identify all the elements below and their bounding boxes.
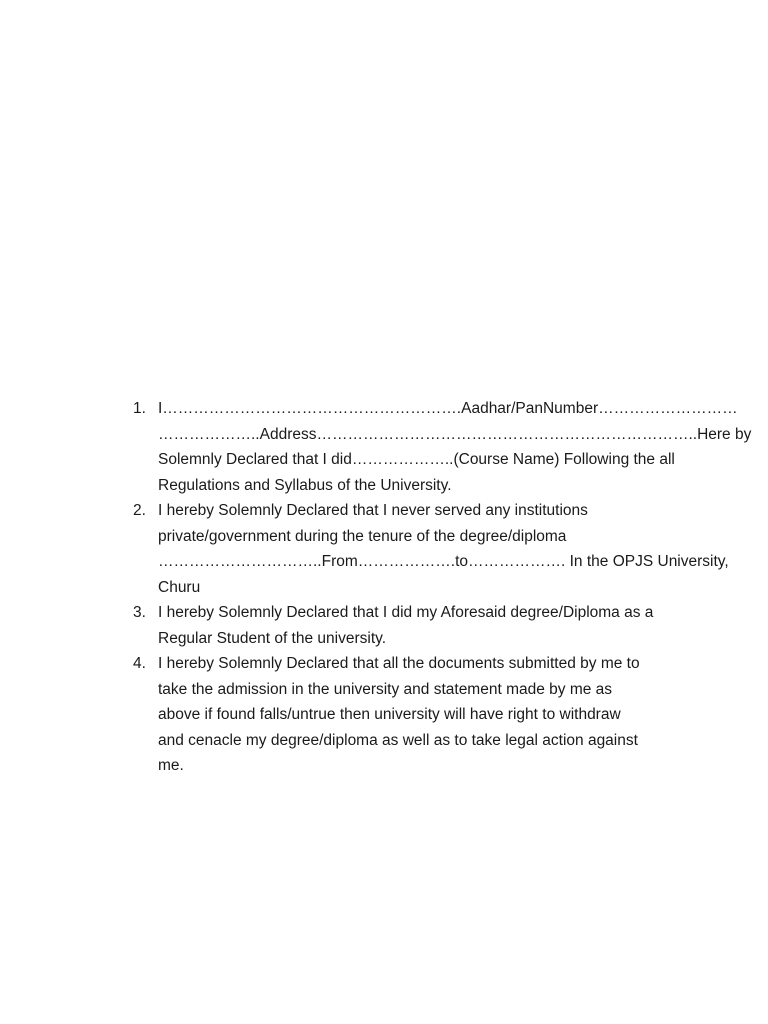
text-line: private/government during the tenure of the degree/diploma [158, 527, 567, 545]
text-line: above if found falls/untrue then university will have right to withdraw [158, 706, 621, 723]
item-number: 2. [133, 502, 146, 519]
declaration-item-3 [133, 600, 693, 651]
text-line: …………………………..From……………….to………………. In the OPJS University, [158, 553, 729, 570]
text-line: and cenacle my degree/diploma as well as to take legal action against [158, 731, 638, 749]
item-text [158, 498, 729, 600]
text-line: Churu [158, 578, 201, 596]
item-number: 4. [133, 655, 146, 672]
declaration-list [133, 396, 752, 779]
text-line: Solemnly Declared that I did………………..(Course Name) Following the all [158, 451, 675, 468]
text-line: Regular Student of the university. [158, 629, 387, 647]
declaration-item-2 [133, 498, 729, 600]
item-text [158, 651, 693, 779]
text-line: Regulations and Syllabus of the University. [158, 476, 452, 494]
item-text [158, 600, 693, 651]
text-line: I hereby Solemnly Declared that I never served any institutions [158, 502, 588, 519]
declaration-item-1 [133, 396, 752, 498]
text-line: I hereby Solemnly Declared that all the documents submitted by me to [158, 655, 640, 672]
declaration-item-4 [133, 651, 693, 779]
item-number: 3. [133, 604, 146, 621]
item-number: 1. [133, 400, 146, 417]
text-line: take the admission in the university and statement made by me as [158, 680, 613, 698]
text-line: me. [158, 757, 184, 774]
text-line: I hereby Solemnly Declared that I did my Aforesaid degree/Diploma as a [158, 604, 654, 621]
text-line: I………………………………………………….Aadhar/PanNumber……………………… [158, 400, 738, 417]
text-line: ………………..Address………………………………………………………………..Here by [158, 425, 752, 443]
item-text [158, 396, 751, 498]
